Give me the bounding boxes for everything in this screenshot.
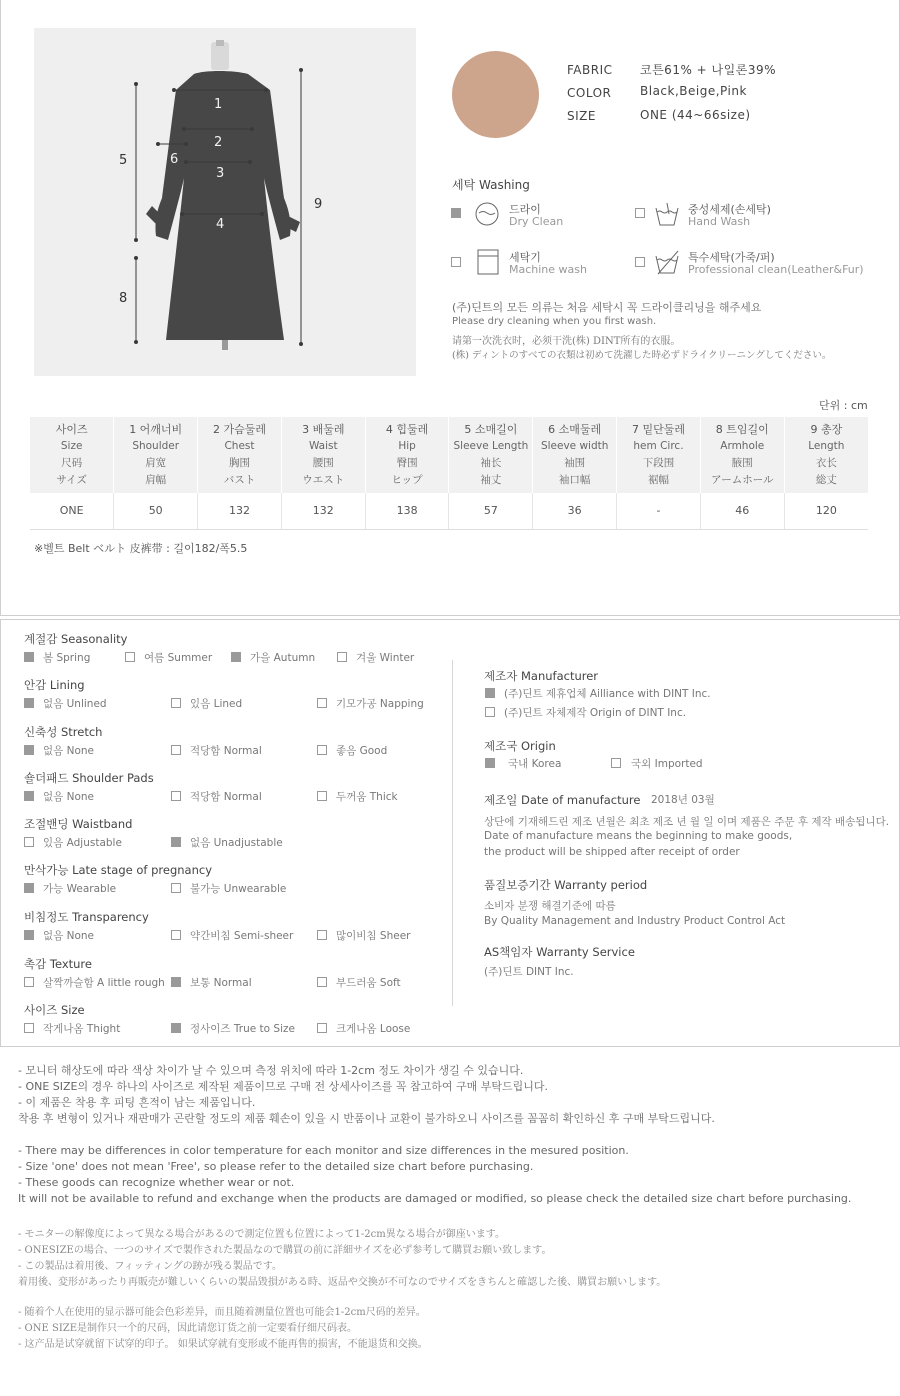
header-line: 사이즈: [55, 423, 88, 436]
table-cell: 46: [700, 493, 784, 529]
attribute-option-label: 살짝까슬함 A little rough: [43, 977, 165, 989]
machine-wash-label-ko: 세탁기: [509, 251, 541, 264]
hand-wash-icon: [653, 200, 681, 228]
attribute-checkbox[interactable]: [317, 930, 327, 940]
origin-title: 제조국 Origin: [484, 739, 556, 753]
header-line: 7 밑단둘레: [631, 423, 685, 436]
attribute-option-label: 겨울 Winter: [356, 652, 415, 664]
belt-note: ※벨트 Belt ベルト 皮裤带 : 길이182/폭5.5: [34, 542, 248, 555]
as-service-value: (주)딘트 DINT Inc.: [484, 966, 574, 978]
professional-clean-icon: [653, 248, 681, 276]
header-line: 5 소매길이: [464, 423, 518, 436]
attribute-checkbox[interactable]: [231, 652, 241, 662]
origin-imported-label: 국외 Imported: [631, 758, 703, 770]
attribute-checkbox[interactable]: [171, 883, 181, 893]
header-line: Waist: [308, 440, 338, 452]
dry-clean-label-en: Dry Clean: [509, 215, 564, 228]
header-line: サイズ: [56, 474, 87, 486]
washing-note-en: Please dry cleaning when you first wash.: [452, 316, 657, 327]
notice-line-japanese: - ONESIZEの場合、一つのサイズで製作された製品なので購買の前に詳細サイズを必ず参考して購買お願い致します。: [18, 1245, 552, 1256]
machine-wash-icon: [476, 248, 500, 276]
attribute-checkbox[interactable]: [171, 791, 181, 801]
notice-line-korean: - 모니터 해상도에 따라 색상 차이가 날 수 있으며 측정 위치에 따라 1-2cm 정도 차이가 생길 수 있습니다.: [18, 1064, 524, 1077]
attribute-option-label: 정사이즈 True to Size: [190, 1023, 295, 1035]
attribute-option-label: 약간비침 Semi-sheer: [190, 930, 294, 942]
warranty-line-ko: 소비자 분쟁 해결기준에 따름: [484, 900, 616, 912]
header-line: 尺码: [61, 457, 83, 469]
manufacturer-alliance-checkbox[interactable]: [485, 688, 495, 698]
attribute-option-label: 두꺼움 Thick: [336, 791, 398, 803]
attribute-option-label: 봄 Spring: [43, 652, 91, 664]
professional-clean-checkbox[interactable]: [635, 257, 645, 267]
hand-wash-checkbox[interactable]: [635, 208, 645, 218]
attribute-checkbox[interactable]: [125, 652, 135, 662]
header-line: Sleeve width: [540, 440, 609, 452]
header-line: 8 트임길이: [715, 423, 769, 436]
attribute-checkbox[interactable]: [24, 977, 34, 987]
notice-line-english: It will not be available to refund and exchange when the products are damaged or modified, so please check the detailed size chart before purchasing.: [18, 1192, 852, 1205]
attribute-title: 계절감 Seasonality: [24, 632, 128, 646]
attribute-checkbox[interactable]: [317, 791, 327, 801]
attribute-option-label: 적당함 Normal: [190, 791, 262, 803]
header-line: Shoulder: [132, 440, 180, 452]
attribute-option-label: 많이비침 Sheer: [336, 930, 411, 942]
attribute-option-label: 없음 None: [43, 791, 95, 803]
header-line: 袖长: [480, 457, 502, 469]
header-line: Hip: [398, 440, 416, 452]
size-table-header-cell: [700, 417, 784, 493]
attribute-title: 만삭가능 Late stage of pregnancy: [24, 863, 213, 877]
attribute-checkbox[interactable]: [171, 837, 181, 847]
measure-label-6: 6: [170, 152, 179, 167]
professional-clean-label-ko: 특수세탁(가죽/퍼): [688, 251, 775, 264]
origin-korea-checkbox[interactable]: [485, 758, 495, 768]
washing-note-ja: (株) ディントのすべての衣類は初めて洗濯した時必ずドライクリーニングしてください。: [452, 350, 832, 361]
product-spec-section: [0, 0, 900, 616]
notice-line-korean: 착용 후 변형이 있거나 재판매가 곤란할 정도의 제품 훼손이 있을 시 반품이나 교환이 불가하오니 사이즈를 꼼꼼히 확인하신 후 구매 부탁드립니다.: [18, 1112, 715, 1125]
header-line: ウエスト: [302, 474, 345, 486]
measurement-figure: [34, 28, 416, 376]
manufacture-date-line-ko: 상단에 기재해드린 제조 년월은 최초 제조 년 월 일 이며 제품은 주문 후 제작 배송됩니다.: [484, 816, 890, 828]
fabric-value: 코튼61% + 나일론39%: [640, 63, 776, 77]
table-row: [30, 493, 868, 529]
attribute-checkbox[interactable]: [171, 930, 181, 940]
header-line: 胸围: [228, 457, 250, 469]
attribute-title: 비침정도 Transparency: [24, 910, 149, 924]
attribute-checkbox[interactable]: [317, 1023, 327, 1033]
attribute-checkbox[interactable]: [171, 1023, 181, 1033]
header-line: 総丈: [815, 474, 837, 486]
attribute-option-label: 작게나옴 Thight: [43, 1023, 121, 1035]
table-cell: 120: [784, 493, 868, 529]
manufacturer-origin-checkbox[interactable]: [485, 707, 495, 717]
attribute-option-label: 없음 None: [43, 930, 95, 942]
table-cell: 138: [365, 493, 449, 529]
dress-measurement-diagram: [34, 28, 416, 376]
fabric-color-swatch: [452, 51, 539, 138]
measure-label-2: 2: [214, 135, 223, 150]
table-cell: 132: [281, 493, 365, 529]
attribute-option-label: 없음 Unlined: [43, 698, 107, 710]
attribute-option-label: 있음 Lined: [190, 698, 243, 710]
header-line: 衣长: [815, 457, 837, 469]
manufacture-date-line-en-1: Date of manufacture means the beginning to make goods,: [484, 830, 793, 842]
attribute-checkbox[interactable]: [24, 698, 34, 708]
size-table-header-cell: [533, 417, 617, 493]
attribute-option-label: 가능 Wearable: [43, 883, 117, 895]
attribute-option-label: 보통 Normal: [190, 977, 252, 989]
manufacturer-title: 제조자 Manufacturer: [484, 669, 599, 683]
header-line: 裾幅: [647, 474, 669, 486]
header-line: Sleeve Length: [453, 440, 529, 452]
mannequin-neck: [211, 42, 229, 70]
measure-label-3: 3: [216, 166, 225, 181]
professional-clean-label-en: Professional clean(Leather&Fur): [688, 263, 864, 276]
header-line: ヒップ: [391, 474, 423, 486]
attribute-title: 안감 Lining: [24, 678, 85, 692]
hand-wash-label-ko: 중성세제(손세탁): [688, 203, 771, 216]
size-table-header-cell: [198, 417, 282, 493]
attribute-checkbox[interactable]: [171, 745, 181, 755]
attribute-title: 조절밴딩 Waistband: [24, 817, 133, 831]
header-line: Armhole: [720, 440, 765, 452]
warranty-line-en: By Quality Management and Industry Product Control Act: [484, 915, 786, 927]
header-line: バスト: [223, 474, 256, 486]
origin-korea-label: 국내 Korea: [508, 758, 562, 770]
attribute-checkbox[interactable]: [317, 745, 327, 755]
hand-wash-label-en: Hand Wash: [688, 215, 751, 228]
attribute-option-label: 적당함 Normal: [190, 745, 262, 757]
table-cell: 57: [449, 493, 533, 529]
size-table-header-cell: [365, 417, 449, 493]
notice-line-japanese: - モニターの解像度によって異なる場合があるので測定位置も位置によって1-2cm異なる場合が御座います。: [18, 1229, 505, 1240]
header-line: Length: [808, 440, 845, 452]
table-cell: 132: [198, 493, 282, 529]
header-line: 肩幅: [145, 474, 167, 486]
dry-clean-checkbox[interactable]: [451, 208, 461, 218]
size-table-header: [30, 417, 868, 493]
attribute-title: 신축성 Stretch: [24, 725, 103, 739]
notice-line-korean: - 이 제품은 착용 후 피팅 흔적이 남는 제품입니다.: [18, 1096, 256, 1109]
attribute-checkbox[interactable]: [24, 745, 34, 755]
manufacture-date-title: 제조일 Date of manufacture: [484, 793, 641, 807]
attribute-checkbox[interactable]: [337, 652, 347, 662]
manufacturer-origin-label: (주)딘트 자체제작 Origin of DINT Inc.: [504, 707, 687, 719]
attribute-option-label: 기모가공 Napping: [336, 698, 424, 710]
size-table-header-cell: [784, 417, 868, 493]
attribute-checkbox[interactable]: [317, 698, 327, 708]
attribute-option-label: 없음 Unadjustable: [190, 837, 283, 849]
as-service-title: AS책임자 Warranty Service: [484, 945, 635, 959]
header-line: hem Circ.: [633, 440, 684, 452]
header-line: 9 총장: [810, 423, 843, 436]
attribute-option-label: 좋음 Good: [336, 745, 388, 757]
origin-imported-checkbox[interactable]: [611, 758, 621, 768]
manufacture-date-value: 2018년 03월: [651, 794, 715, 806]
machine-wash-checkbox[interactable]: [451, 257, 461, 267]
attribute-checkbox[interactable]: [24, 883, 34, 893]
notice-line-english: - There may be differences in color temperature for each monitor and size differences in the mesured position.: [18, 1144, 629, 1157]
measure-label-1: 1: [214, 97, 223, 112]
size-table-header-cell: [30, 417, 114, 493]
notice-line-chinese: - 随着个人在使用的显示器可能会色彩差异，而且随着测量位置也可能会1-2cm尺码的差异。: [18, 1307, 426, 1318]
unit-label: 단위 : cm: [819, 399, 868, 412]
header-line: 4 힙둘레: [385, 423, 429, 436]
size-label: SIZE: [567, 109, 596, 123]
header-line: 2 가슴둘레: [212, 423, 266, 436]
attribute-option-label: 크게나옴 Loose: [336, 1023, 411, 1035]
measure-label-4: 4: [216, 217, 225, 232]
color-value: Black,Beige,Pink: [640, 84, 747, 98]
notice-line-english: - Size 'one' does not mean 'Free', so please refer to the detailed size chart before purchasing.: [18, 1160, 534, 1173]
attribute-option-label: 불가능 Unwearable: [190, 883, 287, 895]
measure-label-8: 8: [119, 291, 128, 306]
attribute-checkbox[interactable]: [24, 652, 34, 662]
column-divider: [452, 660, 453, 1006]
size-table-header-cell: [449, 417, 533, 493]
attribute-option-label: 여름 Summer: [144, 652, 213, 664]
table-cell: 50: [114, 493, 198, 529]
attribute-checkbox[interactable]: [24, 1023, 34, 1033]
attribute-option-label: 부드러움 Soft: [336, 977, 401, 989]
header-line: Chest: [224, 440, 255, 452]
notice-line-english: - These goods can recognize whether wear or not.: [18, 1176, 295, 1189]
header-line: 3 배둘레: [302, 423, 345, 436]
attribute-title: 숄더패드 Shoulder Pads: [24, 771, 154, 785]
washing-title: 세탁 Washing: [452, 178, 530, 192]
attribute-title: 사이즈 Size: [24, 1003, 85, 1017]
notice-line-japanese: 着用後、変形があったり再販売が難しいくらいの製品毀損がある時、返品や交換が不可なのでサイズをきちんと確認した後、購買お願いします。: [18, 1277, 667, 1288]
fabric-label: FABRIC: [567, 63, 613, 77]
attribute-checkbox[interactable]: [317, 977, 327, 987]
size-table: [30, 417, 868, 530]
washing-note-ko: (주)딘트의 모든 의류는 처음 세탁시 꼭 드라이클리닝을 해주세요: [452, 301, 762, 314]
header-line: 袖丈: [480, 474, 502, 486]
attribute-option-label: 가을 Autumn: [250, 652, 316, 664]
size-table-header-cell: [114, 417, 198, 493]
table-cell: -: [617, 493, 701, 529]
manufacture-date-line-en-2: the product will be shipped after receipt of order: [484, 846, 740, 858]
dry-clean-label-ko: 드라이: [509, 203, 541, 216]
manufacturer-alliance-label: (주)딘트 제휴업체 Ailliance with DINT Inc.: [504, 688, 711, 700]
attribute-checkbox[interactable]: [171, 977, 181, 987]
header-line: 1 어깨너비: [129, 423, 183, 436]
size-table-header-cell: [617, 417, 701, 493]
color-label: COLOR: [567, 86, 612, 100]
size-table-header-cell: [281, 417, 365, 493]
attribute-title: 촉감 Texture: [24, 957, 92, 971]
notice-line-chinese: - ONE SIZE是制作只一个的尺码，因此请您订货之前一定要看仔细尺码表。: [18, 1323, 358, 1334]
header-line: 6 소매둘레: [548, 423, 602, 436]
notice-line-korean: - ONE SIZE의 경우 하나의 사이즈로 제작된 제품이므로 구매 전 상세사이즈를 꼭 참고하여 구매 부탁드립니다.: [18, 1080, 549, 1093]
header-line: 肩宽: [145, 457, 167, 469]
machine-wash-label-en: Machine wash: [509, 263, 587, 276]
attribute-checkbox[interactable]: [171, 698, 181, 708]
notice-line-chinese: - 这产品是试穿就留下试穿的印子。 如果试穿就有变形或不能再售的损害，不能退货和交换。: [18, 1339, 428, 1350]
measure-label-5: 5: [119, 153, 128, 168]
header-line: 腰围: [312, 457, 334, 469]
attribute-checkbox[interactable]: [24, 930, 34, 940]
header-line: 袖口幅: [558, 474, 591, 486]
dry-clean-icon: [473, 201, 501, 227]
dress-silhouette: [155, 71, 290, 340]
header-line: アームホール: [711, 474, 774, 486]
table-cell: 36: [533, 493, 617, 529]
attribute-checkbox[interactable]: [24, 837, 34, 847]
header-line: 下段围: [642, 457, 675, 469]
measure-label-9: 9: [314, 197, 323, 212]
attribute-option-label: 없음 None: [43, 745, 95, 757]
header-line: 臀围: [396, 457, 418, 469]
attribute-option-label: 있음 Adjustable: [43, 837, 122, 849]
size-value: ONE (44~66size): [640, 108, 751, 122]
attribute-checkbox[interactable]: [24, 791, 34, 801]
header-line: 袖围: [564, 457, 586, 469]
washing-note-zh: 请第一次洗衣时，必须干洗(株) DINT所有的衣服。: [452, 336, 681, 347]
warranty-title: 품질보증기간 Warranty period: [484, 878, 648, 892]
notice-line-japanese: - この製品は着用後、フィッティングの跡が残る製品です。: [18, 1261, 282, 1272]
header-line: 腋围: [731, 457, 753, 469]
table-cell: ONE: [30, 493, 114, 529]
header-line: Size: [60, 440, 83, 452]
